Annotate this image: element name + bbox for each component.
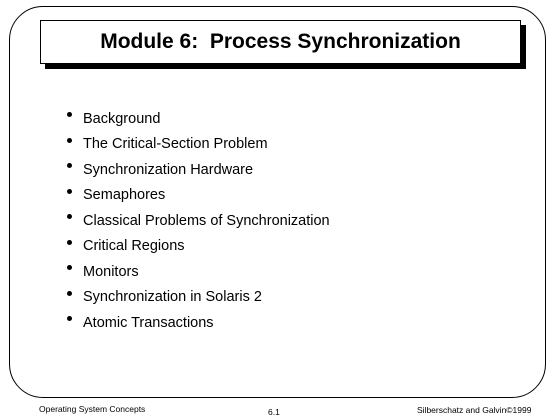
bullet-text: The Critical-Section Problem — [83, 136, 268, 153]
bullet-text: Synchronization in Solaris 2 — [83, 289, 262, 306]
bullet-icon — [67, 214, 72, 219]
slide-title: Module 6: Process Synchronization — [100, 30, 461, 53]
footer-book-title: Operating System Concepts — [39, 404, 146, 414]
bullet-text: Classical Problems of Synchronization — [83, 212, 330, 229]
bullet-icon — [67, 291, 72, 296]
list-item — [67, 106, 330, 132]
bullet-icon — [67, 240, 72, 245]
bullet-text: Atomic Transactions — [83, 314, 214, 331]
bullet-text: Critical Regions — [83, 238, 185, 255]
list-item — [67, 132, 330, 158]
bullet-icon — [67, 265, 72, 270]
bullet-icon — [67, 189, 72, 194]
bullet-text: Monitors — [83, 263, 139, 280]
bullet-icon — [67, 112, 72, 117]
list-item — [67, 310, 330, 336]
list-item — [67, 259, 330, 285]
list-item — [67, 234, 330, 260]
bullet-icon — [67, 163, 72, 168]
list-item — [67, 208, 330, 234]
footer-page-number: 6.1 — [268, 407, 280, 417]
title-box — [40, 20, 521, 64]
bullet-icon — [67, 316, 72, 321]
bullet-icon — [67, 138, 72, 143]
bullet-text: Semaphores — [83, 187, 166, 204]
footer-copyright: Silberschatz and Galvin©1999 — [417, 405, 532, 415]
bullet-list — [67, 106, 330, 336]
list-item — [67, 157, 330, 183]
bullet-text: Synchronization Hardware — [83, 161, 254, 178]
list-item — [67, 183, 330, 209]
bullet-text: Background — [83, 110, 161, 127]
list-item — [67, 285, 330, 311]
